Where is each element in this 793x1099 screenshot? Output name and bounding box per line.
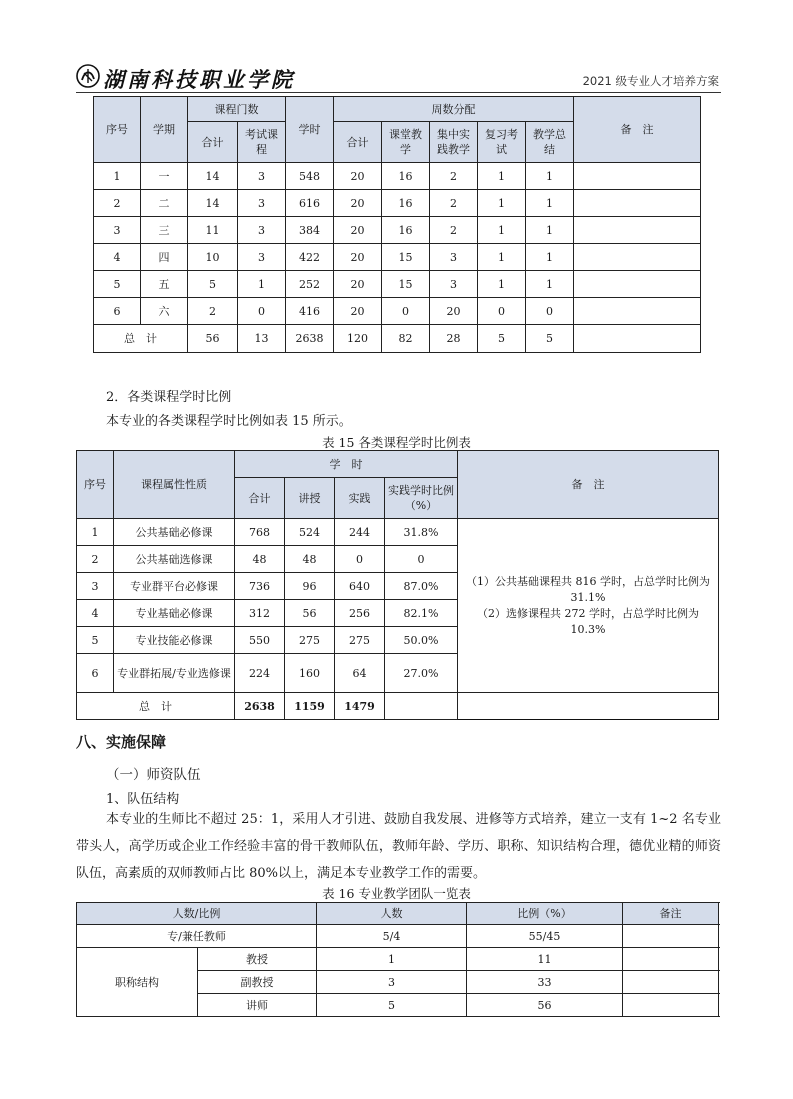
cell-w-review: 1 [478,190,526,217]
col-week-practice: 集中实践教学 [430,122,478,163]
cell-w-summary: 1 [526,163,574,190]
cell-hours: 384 [286,217,334,244]
title-remark [623,971,719,994]
col-total: 合计 [235,478,285,519]
cell-remark [574,244,701,271]
cell-exam: 3 [238,190,286,217]
cell-ratio: 31.8% [385,519,458,546]
cell-w-review: 1 [478,217,526,244]
cell-w-class: 15 [382,271,430,298]
cell-w-practice: 2 [430,190,478,217]
sum-week-class: 82 [382,325,430,353]
title-ratio: 33 [467,971,623,994]
cell-w-total: 20 [334,163,382,190]
course-rows [77,519,719,693]
cell-lecture: 56 [285,600,335,627]
col-total: 合计 [188,122,238,163]
cell-hours: 548 [286,163,334,190]
col-term: 学期 [141,97,188,163]
sum-label: 总 计 [94,325,188,353]
semester-rows [94,163,701,325]
cell-exam: 3 [238,217,286,244]
school-logo-text: 湖南科技职业学院 [103,67,295,92]
cell-w-review: 0 [478,298,526,325]
cell-w-practice: 3 [430,244,478,271]
cell-w-summary: 1 [526,217,574,244]
cell-w-summary: 1 [526,271,574,298]
table-row [77,925,719,948]
cell-w-total: 20 [334,244,382,271]
cell-attr: 公共基础必修课 [114,519,235,546]
table-row [94,244,701,271]
sum-remark [574,325,701,353]
cell-attr: 专业基础必修课 [114,600,235,627]
col-week-review: 复习考试 [478,122,526,163]
sum-week-review: 5 [478,325,526,353]
cell-seq: 4 [77,600,114,627]
cell-total: 2 [188,298,238,325]
cell-total: 5 [188,271,238,298]
cell-practice: 0 [335,546,385,573]
remark-note-1: （1）公共基础课程共 816 学时，占总学时比例为 31.1% [466,574,710,604]
cell-hours: 616 [286,190,334,217]
remark-note-2: （2）选修课程共 272 学时，占总学时比例为 10.3% [477,606,699,636]
cell-w-class: 16 [382,217,430,244]
title-remark [623,994,719,1017]
col-remark: 备注 [623,903,719,925]
cell-w-class: 16 [382,163,430,190]
cell-term: 三 [141,217,188,244]
col-seq: 序号 [77,451,114,519]
cell-attr: 专业技能必修课 [114,627,235,654]
cell-w-total: 20 [334,271,382,298]
table-row [94,271,701,298]
title-group-label: 职称结构 [77,948,198,1017]
fulltime-remark [623,925,719,948]
cell-remark [574,217,701,244]
cell-practice: 640 [335,573,385,600]
cell-total: 312 [235,600,285,627]
cell-seq: 5 [77,627,114,654]
cell-seq: 6 [94,298,141,325]
table-row [94,217,701,244]
cell-hours: 416 [286,298,334,325]
table-row-sum [94,325,701,353]
col-weeks: 周数分配 [334,97,574,122]
cell-lecture: 524 [285,519,335,546]
col-week-total: 合计 [334,122,382,163]
col-lecture: 讲授 [285,478,335,519]
title-rows [77,948,719,1017]
cell-total: 736 [235,573,285,600]
fulltime-count: 5/4 [317,925,467,948]
cell-remark [574,271,701,298]
cell-w-total: 20 [334,217,382,244]
cell-total: 768 [235,519,285,546]
table-row [94,298,701,325]
page-header [76,62,721,93]
sum-exam: 13 [238,325,286,353]
fulltime-ratio: 55/45 [467,925,623,948]
sum-week-total: 120 [334,325,382,353]
cell-total: 48 [235,546,285,573]
teaching-team-table [76,902,719,1017]
cell-exam: 1 [238,271,286,298]
title-ratio: 56 [467,994,623,1017]
cell-lecture: 275 [285,627,335,654]
cell-exam: 0 [238,298,286,325]
document-title: 2021 级专业人才培养方案 [582,74,719,88]
sum-label: 总 计 [77,693,235,720]
table-row-sum [77,693,719,720]
cell-exam: 3 [238,244,286,271]
table16-caption: 表 16 专业教学团队一览表 [322,886,471,901]
table-row [94,163,701,190]
sum-week-practice: 28 [430,325,478,353]
cell-seq: 1 [77,519,114,546]
cell-exam: 3 [238,163,286,190]
col-attr: 课程属性性质 [114,451,235,519]
cell-total: 550 [235,627,285,654]
cell-seq: 5 [94,271,141,298]
cell-w-review: 1 [478,271,526,298]
cell-total: 11 [188,217,238,244]
title-label: 教授 [198,948,317,971]
sum-total: 56 [188,325,238,353]
col-seq: 序号 [94,97,141,163]
cell-hours: 422 [286,244,334,271]
col-category: 人数/比例 [77,903,317,925]
col-hours: 学 时 [235,451,458,478]
section-text: 本专业的各类课程学时比例如表 15 所示。 [106,414,352,429]
title-count: 3 [317,971,467,994]
cell-seq: 4 [94,244,141,271]
cell-w-practice: 2 [430,217,478,244]
cell-hours: 252 [286,271,334,298]
title-count: 5 [317,994,467,1017]
sum-hours: 2638 [286,325,334,353]
col-exam: 考试课程 [238,122,286,163]
cell-seq: 1 [94,163,141,190]
cell-w-class: 15 [382,244,430,271]
sum-total: 2638 [235,693,285,720]
course-hours-ratio-table [76,450,719,720]
col-week-class: 课堂教学 [382,122,430,163]
col-ratio: 实践学时比例（%） [385,478,458,519]
col-count: 人数 [317,903,467,925]
cell-total: 10 [188,244,238,271]
cell-w-class: 16 [382,190,430,217]
cell-total: 14 [188,190,238,217]
sum-lecture: 1159 [285,693,335,720]
table-row [77,948,719,971]
cell-practice: 256 [335,600,385,627]
section-heading: 2．各类课程学时比例 [106,390,232,405]
cell-w-review: 1 [478,163,526,190]
title-remark [623,948,719,971]
cell-w-practice: 20 [430,298,478,325]
col-week-summary: 教学总结 [526,122,574,163]
cell-term: 五 [141,271,188,298]
sum-week-summary: 5 [526,325,574,353]
cell-w-class: 0 [382,298,430,325]
cell-ratio: 50.0% [385,627,458,654]
cell-w-review: 1 [478,244,526,271]
cell-w-total: 20 [334,298,382,325]
cell-w-summary: 1 [526,190,574,217]
cell-remark [574,298,701,325]
sum-ratio [385,693,458,720]
cell-term: 四 [141,244,188,271]
table-row [77,519,719,546]
fulltime-label: 专/兼任教师 [77,925,317,948]
table15-caption: 表 15 各类课程学时比例表 [322,435,471,450]
cell-lecture: 160 [285,654,335,693]
cell-term: 二 [141,190,188,217]
cell-ratio: 82.1% [385,600,458,627]
cell-seq: 2 [94,190,141,217]
sum-practice: 1479 [335,693,385,720]
col-practice: 实践 [335,478,385,519]
col-ratio: 比例（%） [467,903,623,925]
col-remark: 备 注 [458,451,719,519]
cell-w-total: 20 [334,190,382,217]
cell-lecture: 48 [285,546,335,573]
cell-w-summary: 0 [526,298,574,325]
cell-w-summary: 1 [526,244,574,271]
title-label: 副教授 [198,971,317,994]
cell-practice: 244 [335,519,385,546]
table-row [94,190,701,217]
cell-seq: 2 [77,546,114,573]
cell-attr: 公共基础选修课 [114,546,235,573]
remark-notes [458,519,719,693]
school-logo-icon [76,64,100,88]
body-paragraph: 本专业的生师比不超过 25：1，采用人才引进、鼓励自我发展、进修等方式培养，建立一支有 1~2 名专业带头人，高学历或企业工作经验丰富的骨干教师队伍，教师年龄、学历、职称、知识结构合理，德优业精的师资队伍，高素质的双师教师占比 80%以上，满足本专业教学工作的需要。 [76,812,721,881]
subsection-heading: （一）师资队伍 [106,767,201,783]
cell-seq: 6 [77,654,114,693]
cell-attr: 专业群平台必修课 [114,573,235,600]
col-hours: 学时 [286,97,334,163]
cell-term: 一 [141,163,188,190]
col-remark: 备 注 [574,97,701,163]
cell-w-practice: 2 [430,163,478,190]
cell-remark [574,163,701,190]
title-count: 1 [317,948,467,971]
cell-remark [574,190,701,217]
cell-ratio: 27.0% [385,654,458,693]
cell-total: 14 [188,163,238,190]
cell-attr: 专业群拓展/专业选修课 [114,654,235,693]
semester-week-table [93,96,701,353]
cell-practice: 275 [335,627,385,654]
item-heading: 1、队伍结构 [106,792,180,807]
cell-practice: 64 [335,654,385,693]
cell-seq: 3 [94,217,141,244]
title-label: 讲师 [198,994,317,1017]
cell-w-practice: 3 [430,271,478,298]
col-course-count: 课程门数 [188,97,286,122]
cell-total: 224 [235,654,285,693]
cell-term: 六 [141,298,188,325]
cell-ratio: 87.0% [385,573,458,600]
cell-ratio: 0 [385,546,458,573]
cell-lecture: 96 [285,573,335,600]
cell-seq: 3 [77,573,114,600]
title-ratio: 11 [467,948,623,971]
section-heading: 八、实施保障 [76,733,167,751]
